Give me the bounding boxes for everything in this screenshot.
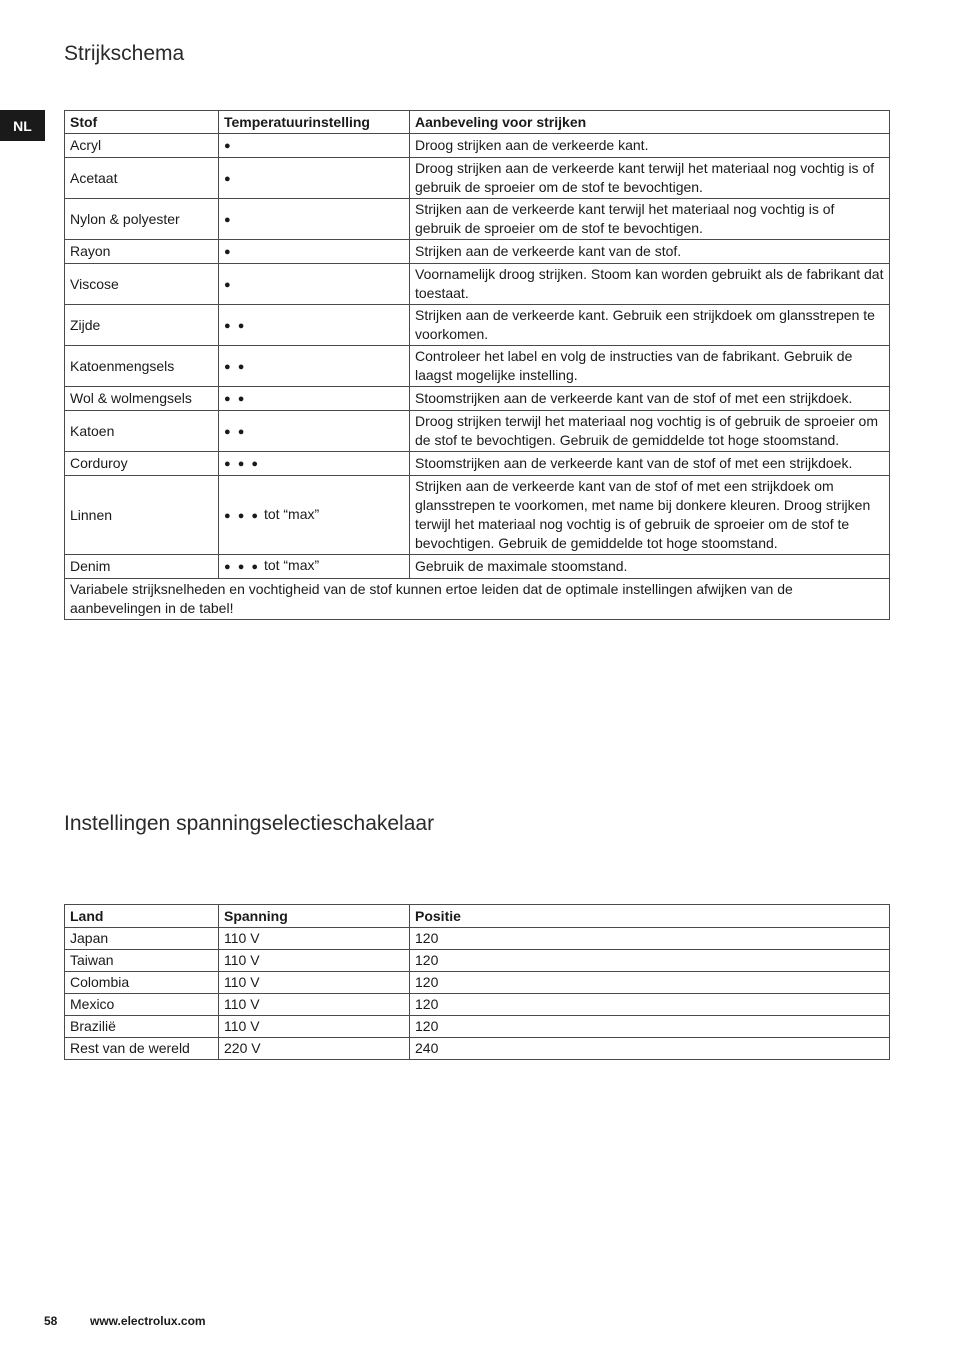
country-cell: Taiwan <box>65 950 219 972</box>
temperature-cell <box>219 387 410 411</box>
voltage-cell: 110 V <box>219 972 410 994</box>
table-row <box>65 994 890 1016</box>
fabric-cell: Katoen <box>65 411 219 452</box>
position-cell: 120 <box>410 928 890 950</box>
fabric-cell: Acryl <box>65 134 219 158</box>
header-aanbeveling: Aanbeveling voor strijken <box>410 111 890 134</box>
temperature-dots: ● ● <box>224 360 247 373</box>
table-row <box>65 240 890 264</box>
advice-cell: Droog strijken terwijl het materiaal nog vochtig is of gebruik de sproeier om de stof te bevochtigen. Gebruik de gemiddelde tot hoge stoomstand. <box>410 411 890 452</box>
header-spanning: Spanning <box>219 905 410 928</box>
table-footnote-row <box>65 579 890 620</box>
fabric-cell: Denim <box>65 555 219 579</box>
temperature-dots: ● <box>224 213 233 226</box>
temperature-dots: ● <box>224 246 233 258</box>
table-row <box>65 158 890 199</box>
temperature-cell <box>219 411 410 452</box>
advice-cell: Stoomstrijken aan de verkeerde kant van de stof of met een strijkdoek. <box>410 387 890 411</box>
temperature-cell <box>219 305 410 346</box>
advice-cell: Controleer het label en volg de instructies van de fabrikant. Gebruik de laagst mogelijke instelling. <box>410 346 890 387</box>
table-footnote: Variabele strijksnelheden en vochtigheid van de stof kunnen ertoe leiden dat de optimale instellingen afwijken van de aanbevelingen in de tabel! <box>65 579 890 620</box>
temperature-cell <box>219 476 410 555</box>
temperature-dots: ● <box>224 278 233 291</box>
voltage-table <box>64 904 890 1060</box>
table-row <box>65 555 890 579</box>
temperature-cell <box>219 346 410 387</box>
fabric-cell: Acetaat <box>65 158 219 199</box>
temperature-cell <box>219 555 410 579</box>
table-row <box>65 928 890 950</box>
table-row <box>65 305 890 346</box>
position-cell: 120 <box>410 1016 890 1038</box>
country-cell: Colombia <box>65 972 219 994</box>
temperature-dots: ● <box>224 172 233 185</box>
voltage-cell: 110 V <box>219 1016 410 1038</box>
country-cell: Mexico <box>65 994 219 1016</box>
ironing-table <box>64 110 890 620</box>
temperature-dots: ● ● <box>224 425 247 438</box>
table-row <box>65 134 890 158</box>
fabric-cell: Nylon & polyester <box>65 199 219 240</box>
temperature-suffix: tot “max” <box>263 557 320 573</box>
voltage-cell: 110 V <box>219 950 410 972</box>
table-row <box>65 387 890 411</box>
country-cell: Brazilië <box>65 1016 219 1038</box>
header-stof: Stof <box>65 111 219 134</box>
table-row <box>65 346 890 387</box>
country-cell: Japan <box>65 928 219 950</box>
temperature-dots: ● ● <box>224 319 247 332</box>
temperature-dots: ● <box>224 140 233 152</box>
temperature-suffix: tot “max” <box>263 505 320 522</box>
temperature-dots: ● ● ● <box>224 561 261 573</box>
temperature-cell <box>219 264 410 305</box>
fabric-cell: Katoenmengsels <box>65 346 219 387</box>
ironing-table-header <box>65 111 890 134</box>
section-title-strijkschema: Strijkschema <box>64 42 185 65</box>
temperature-dots: ● ● ● <box>224 509 261 522</box>
position-cell: 120 <box>410 950 890 972</box>
advice-cell: Strijken aan de verkeerde kant van de stof of met een strijkdoek om glansstrepen te voorkomen, met name bij donkere kleuren. Droog strijken terwijl het materiaal nog vochtig is of gebruik de sproeier om de stof te bevochtigen. Gebruik de gemiddelde tot hoge stoomstand. <box>410 476 890 555</box>
temperature-cell <box>219 240 410 264</box>
temperature-cell <box>219 158 410 199</box>
voltage-table-header <box>65 905 890 928</box>
header-land: Land <box>65 905 219 928</box>
voltage-cell: 220 V <box>219 1038 410 1060</box>
position-cell: 120 <box>410 994 890 1016</box>
fabric-cell: Wol & wolmengsels <box>65 387 219 411</box>
page-number: 58 <box>44 1314 58 1328</box>
section-title-spanning: Instellingen spanningselectieschakelaar <box>64 812 435 835</box>
footer-url: www.electrolux.com <box>90 1314 206 1328</box>
position-cell: 120 <box>410 972 890 994</box>
header-temperatuur: Temperatuurinstelling <box>219 111 410 134</box>
table-row <box>65 972 890 994</box>
voltage-cell: 110 V <box>219 928 410 950</box>
table-row <box>65 264 890 305</box>
temperature-cell <box>219 134 410 158</box>
advice-cell: Droog strijken aan de verkeerde kant. <box>410 134 890 158</box>
temperature-dots: ● ● ● <box>224 458 261 470</box>
advice-cell: Strijken aan de verkeerde kant. Gebruik een strijkdoek om glansstrepen te voorkomen. <box>410 305 890 346</box>
table-row <box>65 1038 890 1060</box>
fabric-cell: Corduroy <box>65 452 219 476</box>
advice-cell: Droog strijken aan de verkeerde kant terwijl het materiaal nog vochtig is of gebruik de sproeier om de stof te bevochtigen. <box>410 158 890 199</box>
table-row <box>65 950 890 972</box>
table-row <box>65 199 890 240</box>
fabric-cell: Rayon <box>65 240 219 264</box>
advice-cell: Voornamelijk droog strijken. Stoom kan worden gebruikt als de fabrikant dat toestaat. <box>410 264 890 305</box>
table-row <box>65 1016 890 1038</box>
table-row <box>65 476 890 555</box>
temperature-cell <box>219 199 410 240</box>
country-cell: Rest van de wereld <box>65 1038 219 1060</box>
header-positie: Positie <box>410 905 890 928</box>
temperature-cell <box>219 452 410 476</box>
fabric-cell: Linnen <box>65 476 219 555</box>
advice-cell: Strijken aan de verkeerde kant van de stof. <box>410 240 890 264</box>
position-cell: 240 <box>410 1038 890 1060</box>
voltage-cell: 110 V <box>219 994 410 1016</box>
table-row <box>65 411 890 452</box>
advice-cell: Gebruik de maximale stoomstand. <box>410 555 890 579</box>
table-row <box>65 452 890 476</box>
temperature-dots: ● ● <box>224 393 247 405</box>
fabric-cell: Viscose <box>65 264 219 305</box>
language-tab: NL <box>0 110 45 141</box>
fabric-cell: Zijde <box>65 305 219 346</box>
advice-cell: Strijken aan de verkeerde kant terwijl het materiaal nog vochtig is of gebruik de sproeier om de stof te bevochtigen. <box>410 199 890 240</box>
advice-cell: Stoomstrijken aan de verkeerde kant van de stof of met een strijkdoek. <box>410 452 890 476</box>
